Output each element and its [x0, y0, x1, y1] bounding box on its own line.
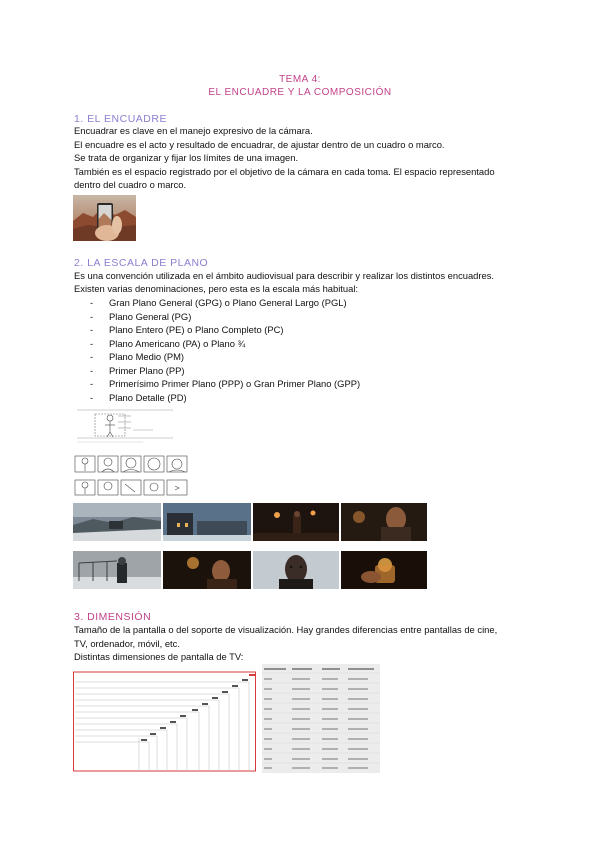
film-frame-plano-general [163, 503, 251, 541]
paragraph-line: dentro del cuadro o marco. [74, 179, 187, 190]
paragraph-line: El encuadre es el acto y resultado de encuadrar, de ajustar dentro de un cuadro o marco. [74, 139, 445, 150]
list-item: - Plano Entero (PE) o Plano Completo (PC) [90, 324, 284, 335]
list-item: - Plano Medio (PM) [90, 351, 185, 362]
film-frame-plano-americano [341, 503, 427, 541]
section-heading-encuadre: 1. EL ENCUADRE [74, 113, 167, 125]
film-frame-primerisimo-primer-plano [253, 551, 339, 589]
paragraph-line: Existen varias denominaciones, pero esta es la escala más habitual: [74, 283, 359, 294]
list-item: - Plano General (PG) [90, 310, 192, 322]
paragraph-line: TV, ordenador, móvil, etc. [74, 638, 180, 649]
tv-size-staircase-diagram [73, 666, 257, 772]
paragraph-line: Es una convención utilizada en el ámbito audiovisual para describir y realizar los distintos encuadres. [74, 270, 495, 281]
film-frame-plano-medio [73, 551, 161, 589]
film-frame-primer-plano [163, 551, 251, 589]
phone-framing-photo [73, 195, 136, 241]
section-heading-escala: 2. LA ESCALA DE PLANO [74, 257, 209, 269]
film-frame-plano-detalle [341, 551, 427, 589]
paragraph-line: Se trata de organizar y fijar los límites de una imagen. [74, 152, 299, 163]
film-frame-plano-entero [253, 503, 339, 541]
list-item: - Primer Plano (PP) [90, 364, 185, 376]
section-heading-dimension: 3. DIMENSIÓN [74, 611, 152, 623]
film-frame-gran-plano-general [73, 503, 161, 541]
list-item: - Gran Plano General (GPG) o Plano General Largo (PGL) [90, 297, 347, 308]
shot-scale-list [90, 296, 360, 404]
list-item: - Primerísimo Primer Plano (PPP) o Gran Primer Plano (GPP) [90, 378, 361, 389]
paragraph-line: También es el espacio registrado por el objetivo de la cámara en cada toma. El espacio representado [74, 166, 495, 177]
paragraph-line: Encuadrar es clave en el manejo expresivo de la cámara. [74, 125, 313, 136]
shot-scale-sketch [73, 404, 191, 498]
list-item: - Plano Americano (PA) o Plano ¾ [90, 337, 246, 349]
document-subtitle: EL ENCUADRE Y LA COMPOSICIÓN [208, 87, 392, 98]
paragraph-line: Distintas dimensiones de pantalla de TV: [74, 651, 244, 662]
tv-size-table [262, 664, 380, 773]
paragraph-line: Tamaño de la pantalla o del soporte de visualización. Hay grandes diferencias entre pantallas de cine, [74, 624, 498, 635]
list-item: - Plano Detalle (PD) [90, 391, 187, 403]
document-title: TEMA 4: [279, 74, 321, 85]
